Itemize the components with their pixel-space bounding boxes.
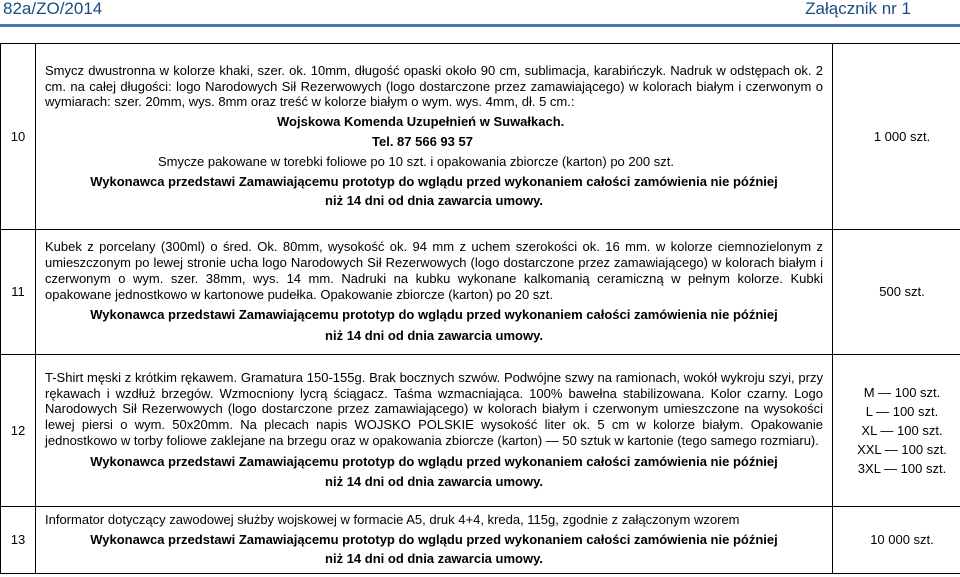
table-row	[1, 355, 960, 507]
item-description	[36, 507, 833, 574]
header-divider	[0, 24, 960, 27]
description-text: T-Shirt męski z krótkim rękawem. Gramatura 150-155g. Brak bocznych szwów. Podwójne szwy na ramionach, wokół wykroju szyi, przy rękawach i wzdłuż brzegów. Wzmocniony lycrą ściągacz. Taśma wzmacniająca. 100% bawełna stabilizowana. Kolor czarny. Logo Narodowych Sił Rezerwowych (logo dostarczone przez zamawiającego) w kolorach białym i czerwonym umieszczone na wysokości lewej piersi o wym. 50x20mm. Na plecach napis WOJSKO POLSKIE wysokość liter ok. 5 cm w kolorze białym. Opakowanie jednostkowo w torby foliowe zaklejane na brzegu oraz w opakowania zbiorcze (karton) — 50 sztuk w kartonie (tego samego rozmiaru).	[45, 369, 823, 448]
description-text: Smycz dwustronna w kolorze khaki, szer. ok. 10mm, długość opaski około 90 cm, sublimacja, karabińczyk. Nadruk w odstępach ok. 2 cm. na całej długości: logo Narodowych Sił Rezerwowych (logo dostarczone przez zamawiającego) w kolorach białym i czerwonym o wymiarach: szer. 20mm, wys. 8mm oraz treść w kolorze białym o wym. wys. 4mm, dł. 5 cm.:	[45, 62, 823, 110]
row-number: 12	[1, 355, 36, 507]
packaging-text: Smycze pakowane w torebki foliowe po 10 szt. i opakowania zbiorcze (karton) po 200 szt.	[158, 153, 674, 169]
prototype-deadline: niż 14 dni od dnia zawarcia umowy.	[325, 474, 543, 490]
prototype-deadline: niż 14 dni od dnia zawarcia umowy.	[325, 551, 543, 567]
table-row	[1, 230, 960, 355]
row-number: 10	[1, 44, 36, 230]
organization-name: Wojskowa Komenda Uzupełnień w Suwałkach.	[277, 114, 565, 130]
row-number: 11	[1, 230, 36, 355]
attachment-label: Załącznik nr 1	[805, 0, 911, 18]
prototype-requirement: Wykonawca przedstawi Zamawiającemu prototyp do wglądu przed wykonaniem całości zamówienia nie później	[90, 531, 778, 547]
row-number: 13	[1, 507, 36, 574]
quantity-size-l: L — 100 szt.	[865, 404, 939, 419]
item-description	[36, 355, 833, 507]
quantity-size-xxl: XXL — 100 szt.	[857, 442, 947, 457]
description-text: Informator dotyczący zawodowej służby wojskowej w formacie A5, druk 4+4, kreda, 115g, zgodnie z załączonym wzorem	[45, 511, 740, 527]
quantity-size-3xl: 3XL — 100 szt.	[857, 461, 947, 476]
quantity: 1 000 szt.	[833, 44, 960, 230]
items-table	[0, 43, 960, 574]
document-reference: 82a/ZO/2014	[3, 0, 103, 18]
prototype-requirement: Wykonawca przedstawi Zamawiającemu prototyp do wglądu przed wykonaniem całości zamówienia nie później	[90, 307, 778, 323]
quantity-size-xl: XL — 100 szt.	[861, 423, 943, 438]
quantity-size-m: M — 100 szt.	[863, 385, 941, 400]
size-quantities	[833, 355, 960, 507]
prototype-requirement: Wykonawca przedstawi Zamawiającemu prototyp do wglądu przed wykonaniem całości zamówienia nie później	[90, 453, 778, 469]
description-text: Kubek z porcelany (300ml) o śred. Ok. 80mm, wysokość ok. 94 mm z uchem szerokości ok. 16 mm. w kolorze ciemnozielonym z umieszczonym po lewej stronie ucha logo Narodowych Sił Rezerwowych (logo dostarczone przez zamawiającego) w kolorach białym i czerwonym o wym. szer. 38mm, wys. 14 mm. Nadruki na kubku wykonane kalkomanią ceramiczną w pełnym kolorze. Kubki opakowane jednostkowo w kartonowe pudełka. Opakowanie zbiorcze (karton) po 20 szt.	[45, 239, 823, 302]
prototype-deadline: niż 14 dni od dnia zawarcia umowy.	[325, 328, 543, 344]
table-row	[1, 507, 960, 574]
item-description	[36, 230, 833, 355]
quantity: 500 szt.	[833, 230, 960, 355]
item-description	[36, 44, 833, 230]
prototype-deadline: niż 14 dni od dnia zawarcia umowy.	[325, 193, 543, 209]
prototype-requirement: Wykonawca przedstawi Zamawiającemu prototyp do wglądu przed wykonaniem całości zamówienia nie później	[90, 173, 778, 189]
table-row	[1, 44, 960, 230]
quantity: 10 000 szt.	[833, 507, 960, 574]
page-header	[0, 0, 960, 24]
phone-number: Tel. 87 566 93 57	[372, 134, 473, 149]
